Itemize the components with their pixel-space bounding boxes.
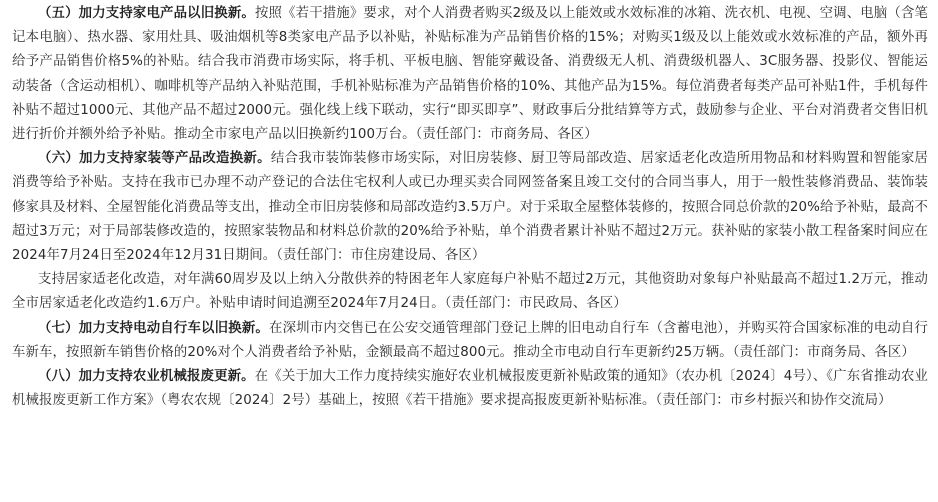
- paragraph-elderly-adaptation: [12, 268, 928, 316]
- paragraph-home-renovation: [12, 147, 928, 268]
- paragraph-text: 按照《若干措施》要求，对个人消费者购买2级及以上能效或水效标准的冰箱、洗衣机、电视、空调、电脑（含笔记本电脑）、热水器、家用灶具、吸油烟机等8类家电产品予以补贴，补贴标准为产品销售价格的15%；对购买1级及以上能效或水效标准的产品，额外再给予产品销售价格5%的补贴。结合我市消费市场实际，将手机、平板电脑、智能穿戴设备、消费级无人机、消费级机器人、3C服务器、投影仪、智能运动装备（含运动相机）、咖啡机等产品纳入补贴范围，手机补贴标准为产品销售价格的10%、其他产品为15%。每位消费者每类产品可补贴1件，手机每件补贴不超过1000元、其他产品不超过2000元。强化线上线下联动，实行“即买即享”、财政事后分批结算等方式，鼓励参与企业、平台对消费者交售旧机进行折价并额外给予补贴。推动全市家电产品以旧换新约100万台。（责任部门：市商务局、各区）: [12, 6, 928, 143]
- paragraph-text: 支持居家适老化改造，对年满60周岁及以上纳入分散供养的特困老年人家庭每户补贴不超过2万元，其他资助对象每户补贴最高不超过1.2万元，推动全市居家适老化改造约1.6万户。补贴申请时间追溯至2024年7月24日。（责任部门：市民政局、各区）: [12, 272, 928, 312]
- paragraph-home-appliances: [12, 2, 928, 147]
- paragraph-text: 在深圳市内交售已在公安交通管理部门登记上牌的旧电动自行车（含蓄电池），并购买符合国家标准的电动自行车新车，按照新车销售价格的20%对个人消费者给予补贴，金额最高不超过800元。推动全市电动自行车更新约25万辆。（责任部门：市商务局、各区）: [12, 320, 928, 360]
- paragraph-heading: （五）加力支持家电产品以旧换新。: [38, 6, 255, 21]
- paragraph-heading: （六）加力支持家装等产品改造换新。: [38, 151, 271, 167]
- paragraph-text: 结合我市装饰装修市场实际，对旧房装修、厨卫等局部改造、居家适老化改造所用物品和材料购置和智能家居消费等给予补贴。支持在我市已办理不动产登记的合法住宅权利人或已办理买卖合同网签备案且竣工交付的合同当事人，用于一般性装修消费品、装饰装修家具及材料、全屋智能化消费品等支出，推动全市旧房装修和局部改造约3.5万户。对于采取全屋整体装修的，按照合同总价款的20%给予补贴，最高不超过3万元；对于局部装修改造的，按照家装物品和材料总价款的20%给予补贴，单个消费者累计补贴不超过2万元。获补贴的家装小散工程备案时间应在2024年7月24日至2024年12月31日期间。（责任部门：市住房建设局、各区）: [12, 151, 929, 264]
- document-body: [0, 2, 938, 502]
- paragraph-agricultural-machinery: [12, 365, 928, 413]
- paragraph-heading: （八）加力支持农业机械报废更新。: [38, 369, 255, 385]
- paragraph-heading: （七）加力支持电动自行车以旧换新。: [38, 320, 269, 336]
- paragraph-text: 在《关于加大工作力度持续实施好农业机械报废更新补贴政策的通知》（农办机〔2024〕4号）、《广东省推动农业机械报废更新工作方案》（粤农农规〔2024〕2号）基础上，按照《若干措施》要求提高报废更新补贴标准。（责任部门：市乡村振兴和协作交流局）: [12, 369, 928, 409]
- paragraph-electric-bicycles: [12, 317, 928, 365]
